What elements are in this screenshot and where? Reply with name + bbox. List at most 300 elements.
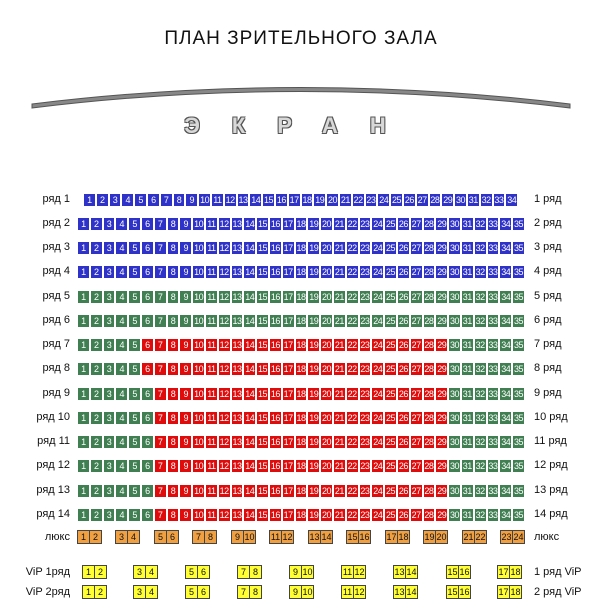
seat[interactable]: 4 <box>115 290 128 304</box>
seat[interactable]: 11 <box>205 362 218 376</box>
seat[interactable]: 34 <box>501 389 511 399</box>
seat[interactable]: 20 <box>322 292 332 302</box>
seat[interactable]: 33 <box>488 243 498 253</box>
seat[interactable]: 27 <box>411 486 421 496</box>
seat[interactable]: 6 <box>141 387 154 401</box>
seat[interactable]: 1 <box>77 411 90 425</box>
seat[interactable]: 13 <box>232 437 242 447</box>
seat[interactable]: 7 <box>154 290 167 304</box>
seat[interactable]: 1 <box>77 362 90 376</box>
seat[interactable]: 10 <box>194 219 204 229</box>
seat[interactable]: 8 <box>167 362 180 376</box>
seat[interactable]: 30 <box>450 364 460 374</box>
seat[interactable]: 9 <box>179 314 192 328</box>
seat[interactable]: 34 <box>501 510 511 520</box>
seat[interactable]: 6 <box>141 314 154 328</box>
seat-pair[interactable] <box>341 585 366 599</box>
seat[interactable]: 28 <box>424 461 434 471</box>
seat[interactable]: 23 <box>360 413 370 423</box>
seat[interactable]: 9 <box>179 362 192 376</box>
seat[interactable]: 12 <box>219 340 229 350</box>
seat[interactable]: 29 <box>437 461 447 471</box>
seat[interactable]: 2 <box>90 362 103 376</box>
seat-pair[interactable] <box>237 585 262 599</box>
seat[interactable]: 7 <box>154 411 167 425</box>
seat[interactable]: 7 <box>154 459 167 473</box>
seat[interactable]: 18 <box>296 486 306 496</box>
seat[interactable]: 16 <box>276 195 286 205</box>
seat[interactable]: 8 <box>167 435 180 449</box>
seat[interactable]: 21 <box>334 437 344 447</box>
seat[interactable]: 34 <box>501 437 511 447</box>
seat[interactable]: 30 <box>450 461 460 471</box>
seat[interactable]: 5 <box>128 435 141 449</box>
seat[interactable]: 13 <box>232 292 242 302</box>
seat[interactable]: 19 <box>315 195 325 205</box>
seat[interactable]: 5 <box>128 459 141 473</box>
seat[interactable]: 6 <box>141 435 154 449</box>
seat[interactable]: 33 <box>488 486 498 496</box>
seat[interactable]: 7 <box>154 484 167 498</box>
seat[interactable]: 22 <box>347 219 357 229</box>
seat[interactable]: 33 <box>488 510 498 520</box>
seat-pair[interactable] <box>192 530 217 544</box>
seat[interactable]: 1 <box>77 435 90 449</box>
seat[interactable]: 14 <box>245 461 255 471</box>
seat[interactable]: 31 <box>462 413 472 423</box>
seat[interactable]: 17 <box>283 486 293 496</box>
seat[interactable]: 1 <box>77 484 90 498</box>
seat[interactable]: 9 <box>179 290 192 304</box>
seat[interactable]: 19 <box>309 292 319 302</box>
seat[interactable]: 11 <box>211 193 224 207</box>
seat[interactable]: 24 <box>373 413 383 423</box>
seat-pair[interactable] <box>82 565 107 579</box>
seat[interactable]: 2 <box>90 435 103 449</box>
seat[interactable]: 8 <box>167 217 180 231</box>
seat[interactable]: 14 <box>245 219 255 229</box>
seat[interactable]: 15 <box>258 243 268 253</box>
seat[interactable]: 9 <box>179 265 192 279</box>
seat-pair[interactable] <box>341 565 366 579</box>
seat[interactable]: 11 <box>205 459 218 473</box>
seat[interactable]: 2 <box>90 508 103 522</box>
seat[interactable]: 22 <box>347 316 357 326</box>
seat[interactable]: 15 <box>258 364 268 374</box>
seat-pair[interactable] <box>115 530 140 544</box>
seat[interactable]: 5 <box>128 362 141 376</box>
seat[interactable]: 16 <box>270 219 280 229</box>
seat[interactable]: 8 <box>167 411 180 425</box>
seat[interactable]: 6 <box>141 241 154 255</box>
seat[interactable]: 2 <box>90 241 103 255</box>
seat[interactable]: 28 <box>424 364 434 374</box>
seat[interactable]: 4 <box>115 387 128 401</box>
seat[interactable]: 20 <box>322 243 332 253</box>
seat[interactable]: 2 <box>90 314 103 328</box>
seat[interactable]: 35 <box>513 340 523 350</box>
seat[interactable]: 22 <box>347 437 357 447</box>
seat-pair[interactable] <box>231 530 256 544</box>
seat-pair[interactable] <box>423 530 448 544</box>
seat[interactable]: 32 <box>475 243 485 253</box>
seat[interactable]: 11 <box>205 508 218 522</box>
seat[interactable]: 27 <box>411 292 421 302</box>
seat[interactable]: 25 <box>386 437 396 447</box>
seat[interactable]: 19 <box>309 364 319 374</box>
seat[interactable]: 33 <box>488 364 498 374</box>
seat[interactable]: 16 <box>270 437 280 447</box>
seat-pair[interactable] <box>82 585 107 599</box>
seat-pair[interactable] <box>185 585 210 599</box>
seat-pair[interactable] <box>185 565 210 579</box>
seat[interactable]: 3 <box>109 193 122 207</box>
seat[interactable]: 22 <box>347 267 357 277</box>
seat[interactable]: 15 <box>258 292 268 302</box>
seat-pair[interactable] <box>385 530 410 544</box>
seat[interactable]: 14 <box>245 340 255 350</box>
seat[interactable]: 18 <box>296 389 306 399</box>
seat[interactable]: 33 <box>488 413 498 423</box>
seat[interactable]: 35 <box>513 413 523 423</box>
seat[interactable]: 20 <box>322 364 332 374</box>
seat[interactable]: 16 <box>270 267 280 277</box>
seat[interactable]: 30 <box>450 510 460 520</box>
seat[interactable]: 13 <box>232 510 242 520</box>
seat[interactable]: 30 <box>450 413 460 423</box>
seat-pair[interactable] <box>308 530 333 544</box>
seat[interactable]: 2 <box>90 290 103 304</box>
seat[interactable]: 22 <box>347 243 357 253</box>
seat[interactable]: 12 <box>225 195 235 205</box>
seat[interactable]: 8 <box>167 484 180 498</box>
seat[interactable]: 10 <box>194 389 204 399</box>
seat[interactable]: 15 <box>258 316 268 326</box>
seat[interactable]: 18 <box>296 437 306 447</box>
seat[interactable]: 3 <box>103 508 116 522</box>
seat[interactable]: 13 <box>232 486 242 496</box>
seat[interactable]: 33 <box>488 292 498 302</box>
seat[interactable]: 23 <box>360 461 370 471</box>
seat[interactable]: 32 <box>475 486 485 496</box>
seat[interactable]: 7 <box>154 387 167 401</box>
seat[interactable]: 32 <box>475 267 485 277</box>
seat[interactable]: 27 <box>411 340 421 350</box>
seat[interactable]: 7 <box>154 508 167 522</box>
seat[interactable]: 3 <box>103 484 116 498</box>
seat[interactable]: 34 <box>501 243 511 253</box>
seat[interactable]: 15 <box>258 340 268 350</box>
seat[interactable]: 14 <box>245 292 255 302</box>
seat[interactable]: 12 <box>219 292 229 302</box>
seat[interactable]: 12 <box>219 486 229 496</box>
seat[interactable]: 15 <box>258 486 268 496</box>
seat[interactable]: 31 <box>462 437 472 447</box>
seat[interactable]: 10 <box>194 340 204 350</box>
seat[interactable]: 29 <box>437 389 447 399</box>
seat[interactable]: 22 <box>347 510 357 520</box>
seat[interactable]: 28 <box>424 316 434 326</box>
seat[interactable]: 27 <box>411 219 421 229</box>
seat[interactable]: 27 <box>411 510 421 520</box>
seat[interactable]: 8 <box>167 508 180 522</box>
seat[interactable]: 32 <box>475 340 485 350</box>
seat-pair[interactable] <box>462 530 487 544</box>
seat[interactable]: 11 <box>205 314 218 328</box>
seat[interactable]: 23 <box>360 437 370 447</box>
seat[interactable]: 21 <box>340 195 350 205</box>
seat[interactable]: 20 <box>322 267 332 277</box>
seat[interactable]: 10 <box>194 461 204 471</box>
seat[interactable]: 28 <box>424 510 434 520</box>
seat[interactable]: 19 <box>309 461 319 471</box>
seat[interactable]: 9 <box>179 217 192 231</box>
seat[interactable]: 28 <box>424 486 434 496</box>
seat[interactable]: 35 <box>513 219 523 229</box>
seat[interactable]: 19 <box>309 413 319 423</box>
seat[interactable]: 16 <box>270 510 280 520</box>
seat[interactable]: 31 <box>462 389 472 399</box>
seat[interactable]: 28 <box>430 195 440 205</box>
seat[interactable]: 8 <box>167 241 180 255</box>
seat[interactable]: 2 <box>90 217 103 231</box>
seat[interactable]: 10 <box>194 243 204 253</box>
seat[interactable]: 14 <box>245 510 255 520</box>
seat[interactable]: 2 <box>90 387 103 401</box>
seat[interactable]: 13 <box>232 389 242 399</box>
seat[interactable]: 34 <box>501 267 511 277</box>
seat[interactable]: 25 <box>386 292 396 302</box>
seat[interactable]: 17 <box>283 461 293 471</box>
seat[interactable]: 33 <box>488 461 498 471</box>
seat[interactable]: 23 <box>360 486 370 496</box>
seat[interactable]: 22 <box>347 292 357 302</box>
seat[interactable]: 1 <box>77 290 90 304</box>
seat[interactable]: 24 <box>373 267 383 277</box>
seat[interactable]: 3 <box>103 217 116 231</box>
seat[interactable]: 30 <box>450 243 460 253</box>
seat[interactable]: 12 <box>219 389 229 399</box>
seat[interactable]: 24 <box>373 340 383 350</box>
seat[interactable]: 3 <box>103 290 116 304</box>
seat[interactable]: 17 <box>283 413 293 423</box>
seat[interactable]: 20 <box>322 510 332 520</box>
seat[interactable]: 26 <box>398 389 408 399</box>
seat[interactable]: 35 <box>513 243 523 253</box>
seat[interactable]: 9 <box>179 241 192 255</box>
seat[interactable]: 33 <box>488 267 498 277</box>
seat[interactable]: 19 <box>309 219 319 229</box>
seat[interactable]: 25 <box>386 340 396 350</box>
seat[interactable]: 21 <box>334 243 344 253</box>
seat[interactable]: 5 <box>128 217 141 231</box>
seat[interactable]: 25 <box>386 486 396 496</box>
seat[interactable]: 11 <box>205 217 218 231</box>
seat[interactable]: 26 <box>398 486 408 496</box>
seat[interactable]: 12 <box>219 219 229 229</box>
seat[interactable]: 14 <box>245 413 255 423</box>
seat[interactable]: 33 <box>488 389 498 399</box>
seat[interactable]: 5 <box>128 314 141 328</box>
seat[interactable]: 28 <box>424 340 434 350</box>
seat[interactable]: 12 <box>219 267 229 277</box>
seat-pair[interactable] <box>133 565 158 579</box>
seat[interactable]: 24 <box>373 364 383 374</box>
seat[interactable]: 9 <box>179 387 192 401</box>
seat[interactable]: 23 <box>360 316 370 326</box>
seat-pair[interactable] <box>77 530 102 544</box>
seat[interactable]: 16 <box>270 389 280 399</box>
seat[interactable]: 20 <box>328 195 338 205</box>
seat[interactable]: 14 <box>245 389 255 399</box>
seat[interactable]: 18 <box>296 461 306 471</box>
seat[interactable]: 22 <box>347 340 357 350</box>
seat[interactable]: 11 <box>205 265 218 279</box>
seat[interactable]: 15 <box>258 437 268 447</box>
seat[interactable]: 1 <box>77 265 90 279</box>
seat[interactable]: 15 <box>258 219 268 229</box>
seat[interactable]: 1 <box>83 193 96 207</box>
seat[interactable]: 18 <box>296 510 306 520</box>
seat[interactable]: 16 <box>270 243 280 253</box>
seat[interactable]: 16 <box>270 340 280 350</box>
seat[interactable]: 17 <box>283 267 293 277</box>
seat[interactable]: 14 <box>245 316 255 326</box>
seat[interactable]: 21 <box>334 389 344 399</box>
seat[interactable]: 26 <box>398 461 408 471</box>
seat[interactable]: 23 <box>360 243 370 253</box>
seat[interactable]: 29 <box>437 486 447 496</box>
seat[interactable]: 11 <box>205 241 218 255</box>
seat[interactable]: 4 <box>115 362 128 376</box>
seat[interactable]: 19 <box>309 267 319 277</box>
seat[interactable]: 4 <box>115 459 128 473</box>
seat-pair[interactable] <box>289 565 314 579</box>
seat[interactable]: 26 <box>398 364 408 374</box>
seat[interactable]: 7 <box>154 241 167 255</box>
seat[interactable]: 23 <box>360 340 370 350</box>
seat[interactable]: 25 <box>386 461 396 471</box>
seat[interactable]: 34 <box>501 364 511 374</box>
seat[interactable]: 34 <box>501 340 511 350</box>
seat[interactable]: 6 <box>147 193 160 207</box>
seat[interactable]: 6 <box>141 411 154 425</box>
seat[interactable]: 7 <box>154 314 167 328</box>
seat[interactable]: 29 <box>437 243 447 253</box>
seat-pair[interactable] <box>497 565 522 579</box>
seat[interactable]: 28 <box>424 292 434 302</box>
seat[interactable]: 30 <box>450 219 460 229</box>
seat[interactable]: 32 <box>475 364 485 374</box>
seat[interactable]: 25 <box>386 243 396 253</box>
seat[interactable]: 13 <box>238 195 248 205</box>
seat[interactable]: 18 <box>296 267 306 277</box>
seat[interactable]: 27 <box>411 461 421 471</box>
seat[interactable]: 26 <box>398 437 408 447</box>
seat[interactable]: 34 <box>501 316 511 326</box>
seat[interactable]: 25 <box>386 413 396 423</box>
seat[interactable]: 10 <box>194 267 204 277</box>
seat[interactable]: 15 <box>258 389 268 399</box>
seat[interactable]: 27 <box>411 243 421 253</box>
seat[interactable]: 25 <box>386 510 396 520</box>
seat-pair[interactable] <box>346 530 371 544</box>
seat[interactable]: 29 <box>437 364 447 374</box>
seat-pair[interactable] <box>500 530 525 544</box>
seat[interactable]: 21 <box>334 316 344 326</box>
seat[interactable]: 17 <box>283 219 293 229</box>
seat[interactable]: 12 <box>219 413 229 423</box>
seat[interactable]: 10 <box>194 364 204 374</box>
seat[interactable]: 15 <box>258 413 268 423</box>
seat[interactable]: 33 <box>488 219 498 229</box>
seat[interactable]: 31 <box>468 195 478 205</box>
seat[interactable]: 5 <box>128 290 141 304</box>
seat[interactable]: 4 <box>115 338 128 352</box>
seat[interactable]: 30 <box>450 486 460 496</box>
seat[interactable]: 18 <box>296 316 306 326</box>
seat[interactable]: 4 <box>115 411 128 425</box>
seat[interactable]: 15 <box>264 195 274 205</box>
seat[interactable]: 32 <box>475 219 485 229</box>
seat[interactable]: 22 <box>353 195 363 205</box>
seat[interactable]: 10 <box>194 413 204 423</box>
seat[interactable]: 12 <box>219 364 229 374</box>
seat[interactable]: 22 <box>347 413 357 423</box>
seat[interactable]: 8 <box>173 193 186 207</box>
seat[interactable]: 29 <box>437 437 447 447</box>
seat[interactable]: 16 <box>270 292 280 302</box>
seat[interactable]: 17 <box>283 389 293 399</box>
seat[interactable]: 27 <box>411 267 421 277</box>
seat[interactable]: 22 <box>347 364 357 374</box>
seat[interactable]: 24 <box>373 389 383 399</box>
seat[interactable]: 14 <box>251 195 261 205</box>
seat[interactable]: 23 <box>360 219 370 229</box>
seat[interactable]: 28 <box>424 219 434 229</box>
seat[interactable]: 20 <box>322 316 332 326</box>
seat[interactable]: 31 <box>462 292 472 302</box>
seat[interactable]: 18 <box>296 219 306 229</box>
seat[interactable]: 30 <box>450 340 460 350</box>
seat[interactable]: 5 <box>128 387 141 401</box>
seat-pair[interactable] <box>154 530 179 544</box>
seat[interactable]: 8 <box>167 290 180 304</box>
seat[interactable]: 8 <box>167 459 180 473</box>
seat[interactable]: 9 <box>179 411 192 425</box>
seat[interactable]: 2 <box>90 265 103 279</box>
seat[interactable]: 30 <box>450 316 460 326</box>
seat[interactable]: 17 <box>283 292 293 302</box>
seat[interactable]: 7 <box>154 217 167 231</box>
seat[interactable]: 23 <box>360 267 370 277</box>
seat[interactable]: 33 <box>494 195 504 205</box>
seat[interactable]: 10 <box>194 316 204 326</box>
seat[interactable]: 4 <box>115 314 128 328</box>
seat[interactable]: 31 <box>462 267 472 277</box>
seat[interactable]: 2 <box>90 459 103 473</box>
seat[interactable]: 30 <box>450 389 460 399</box>
seat[interactable]: 17 <box>283 364 293 374</box>
seat[interactable]: 35 <box>513 461 523 471</box>
seat[interactable]: 3 <box>103 435 116 449</box>
seat[interactable]: 24 <box>373 510 383 520</box>
seat[interactable]: 14 <box>245 486 255 496</box>
seat[interactable]: 21 <box>334 219 344 229</box>
seat[interactable]: 17 <box>289 195 299 205</box>
seat[interactable]: 11 <box>205 411 218 425</box>
seat[interactable]: 24 <box>373 292 383 302</box>
